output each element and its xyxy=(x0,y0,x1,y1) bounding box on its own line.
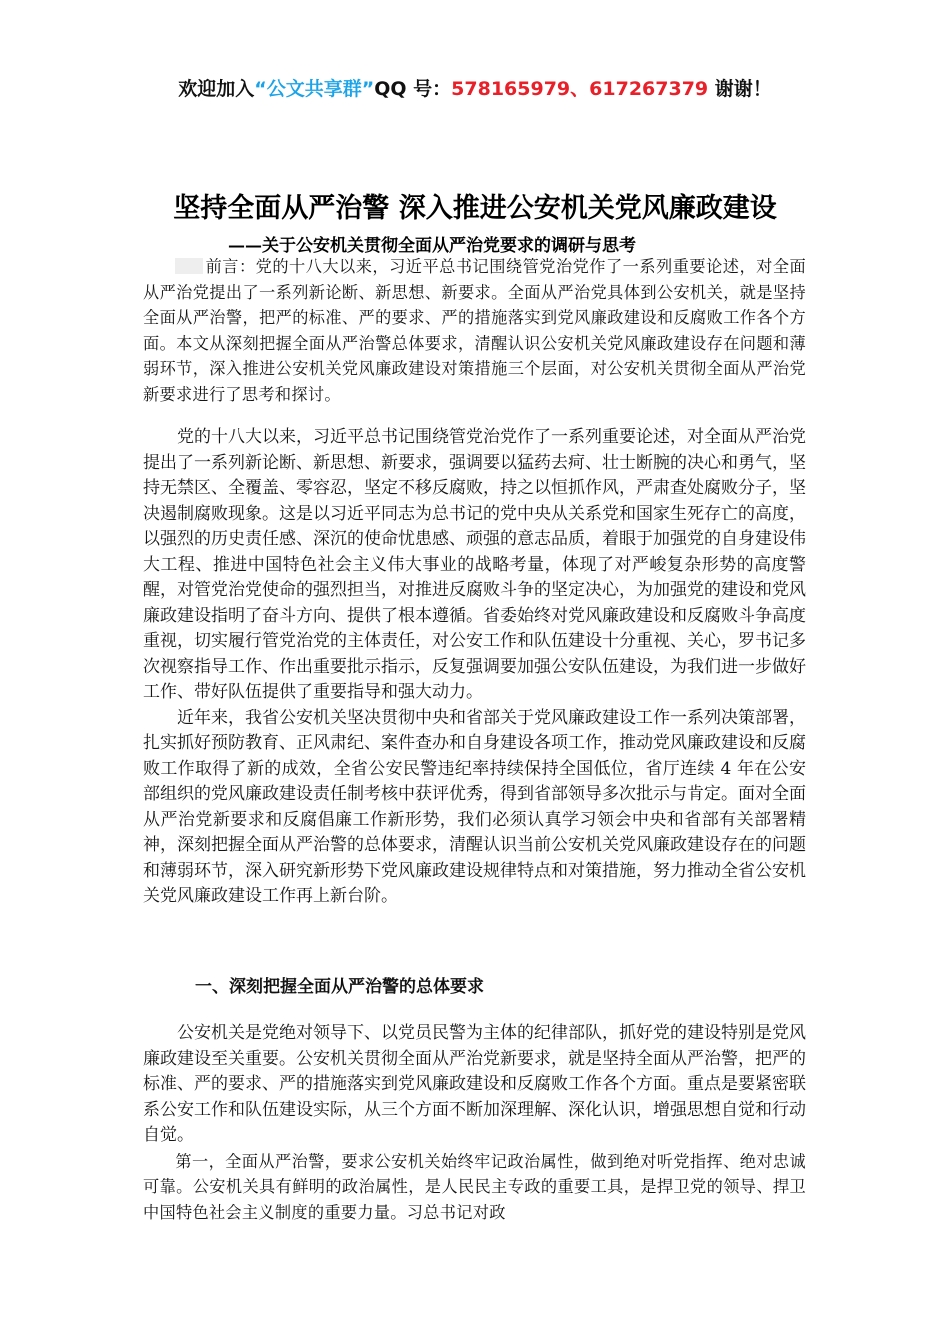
intro-paragraphs xyxy=(143,425,806,910)
banner-suffix: 谢谢！ xyxy=(708,78,772,100)
body-paragraph: 公安机关是党绝对领导下、以党员民警为主体的纪律部队，抓好党的建设特别是党风廉政建设至关重要。公安机关贯彻全面从严治党新要求，就是坚持全面从严治警，把严的标准、严的要求、严的措施落实到党风廉政建设和反腐败工作各个方面。重点是要紧密联系公安工作和队伍建设实际，从三个方面不断加深理解、深化认识，增强思想自觉和行动自觉。 xyxy=(143,1023,806,1145)
banner-qq-numbers: 578165979、617267379 xyxy=(451,78,709,100)
body-paragraph: 第一，全面从严治警，要求公安机关始终牢记政治属性，做到绝对听党指挥、绝对忠诚可靠。公安机关具有鲜明的政治属性，是人民民主专政的重要工具，是捍卫党的领导、捍卫中国特色社会主义制度的重要力量。习总书记对政 xyxy=(143,1151,806,1222)
document-subtitle: ——关于公安机关贯彻全面从严治党要求的调研与思考 xyxy=(228,236,636,256)
banner-group-name: 公文共享群 xyxy=(266,78,362,100)
promo-banner xyxy=(0,74,950,101)
document-title: 坚持全面从严治警 深入推进公安机关党风廉政建设 xyxy=(173,193,777,224)
banner-quote-open: “ xyxy=(254,78,267,100)
section-heading: 一、深刻把握全面从严治警的总体要求 xyxy=(195,977,484,997)
preface-block xyxy=(143,254,806,407)
body-paragraph: 党的十八大以来，习近平总书记围绕管党治党作了一系列重要论述，对全面从严治党提出了一系列新论断、新思想、新要求，强调要以猛药去疴、壮士断腕的决心和勇气，坚持无禁区、全覆盖、零容忍，坚定不移反腐败，持之以恒抓作风，严肃查处腐败分子，坚决遏制腐败现象。这是以习近平同志为总书记的党中央从关系党和国家生死存亡的高度，以强烈的历史责任感、深沉的使命忧患感、顽强的意志品质，着眼于加强党的自身建设伟大工程、推进中国特色社会主义伟大事业的战略考量，体现了对严峻复杂形势的高度警醒，对管党治党使命的强烈担当，对推进反腐败斗争的坚定决心，为加强党的建设和党风廉政建设指明了奋斗方向、提供了根本遵循。省委始终对党风廉政建设和反腐败斗争高度重视，切实履行管党治党的主体责任，对公安工作和队伍建设十分重视、关心，罗书记多次视察指导工作、作出重要批示指示，反复强调要加强公安队伍建设，为我们进一步做好工作、带好队伍提供了重要指导和强大动力。 xyxy=(143,427,806,702)
preface-paragraph xyxy=(143,254,806,407)
banner-prefix: 欢迎加入 xyxy=(178,78,255,100)
banner-qq-label: QQ 号： xyxy=(374,78,452,100)
section1-body xyxy=(143,1021,806,1225)
banner-quote-close: ” xyxy=(361,78,375,100)
preface-text: 前言：党的十八大以来，习近平总书记围绕管党治党作了一系列重要论述，对全面从严治党提出了一系列新论断、新思想、新要求。全面从严治党具体到公安机关，就是坚持全面从严治警，把严的标准、严的要求、严的措施落实到党风廉政建设和反腐败工作各个方面。本文从深刻把握全面从严治警总体要求，清醒认识公安机关党风廉政建设存在问题和薄弱环节，深入推进公安机关党风廉政建设对策措施三个层面，对公安机关贯彻全面从严治党新要求进行了思考和探讨。 xyxy=(143,257,806,404)
body-paragraph: 近年来，我省公安机关坚决贯彻中央和省部关于党风廉政建设工作一系列决策部署，扎实抓好预防教育、正风肃纪、案件查办和自身建设各项工作，推动党风廉政建设和反腐败工作取得了新的成效，全省公安民警违纪率持续保持全国低位，省厅连续 4 年在公安部组织的党风廉政建设责任制考核中获评优秀，得到省部领导多次批示与肯定。面对全面从严治党新要求和反腐倡廉工作新形势，我们必须认真学习领会中央和省部有关部署精神，深刻把握全面从严治警的总体要求，清醒认识当前公安机关党风廉政建设存在的问题和薄弱环节，深入研究新形势下党风廉政建设规律特点和对策措施，努力推动全省公安机关党风廉政建设工作再上新台阶。 xyxy=(143,707,806,906)
indent-highlight xyxy=(175,258,203,274)
